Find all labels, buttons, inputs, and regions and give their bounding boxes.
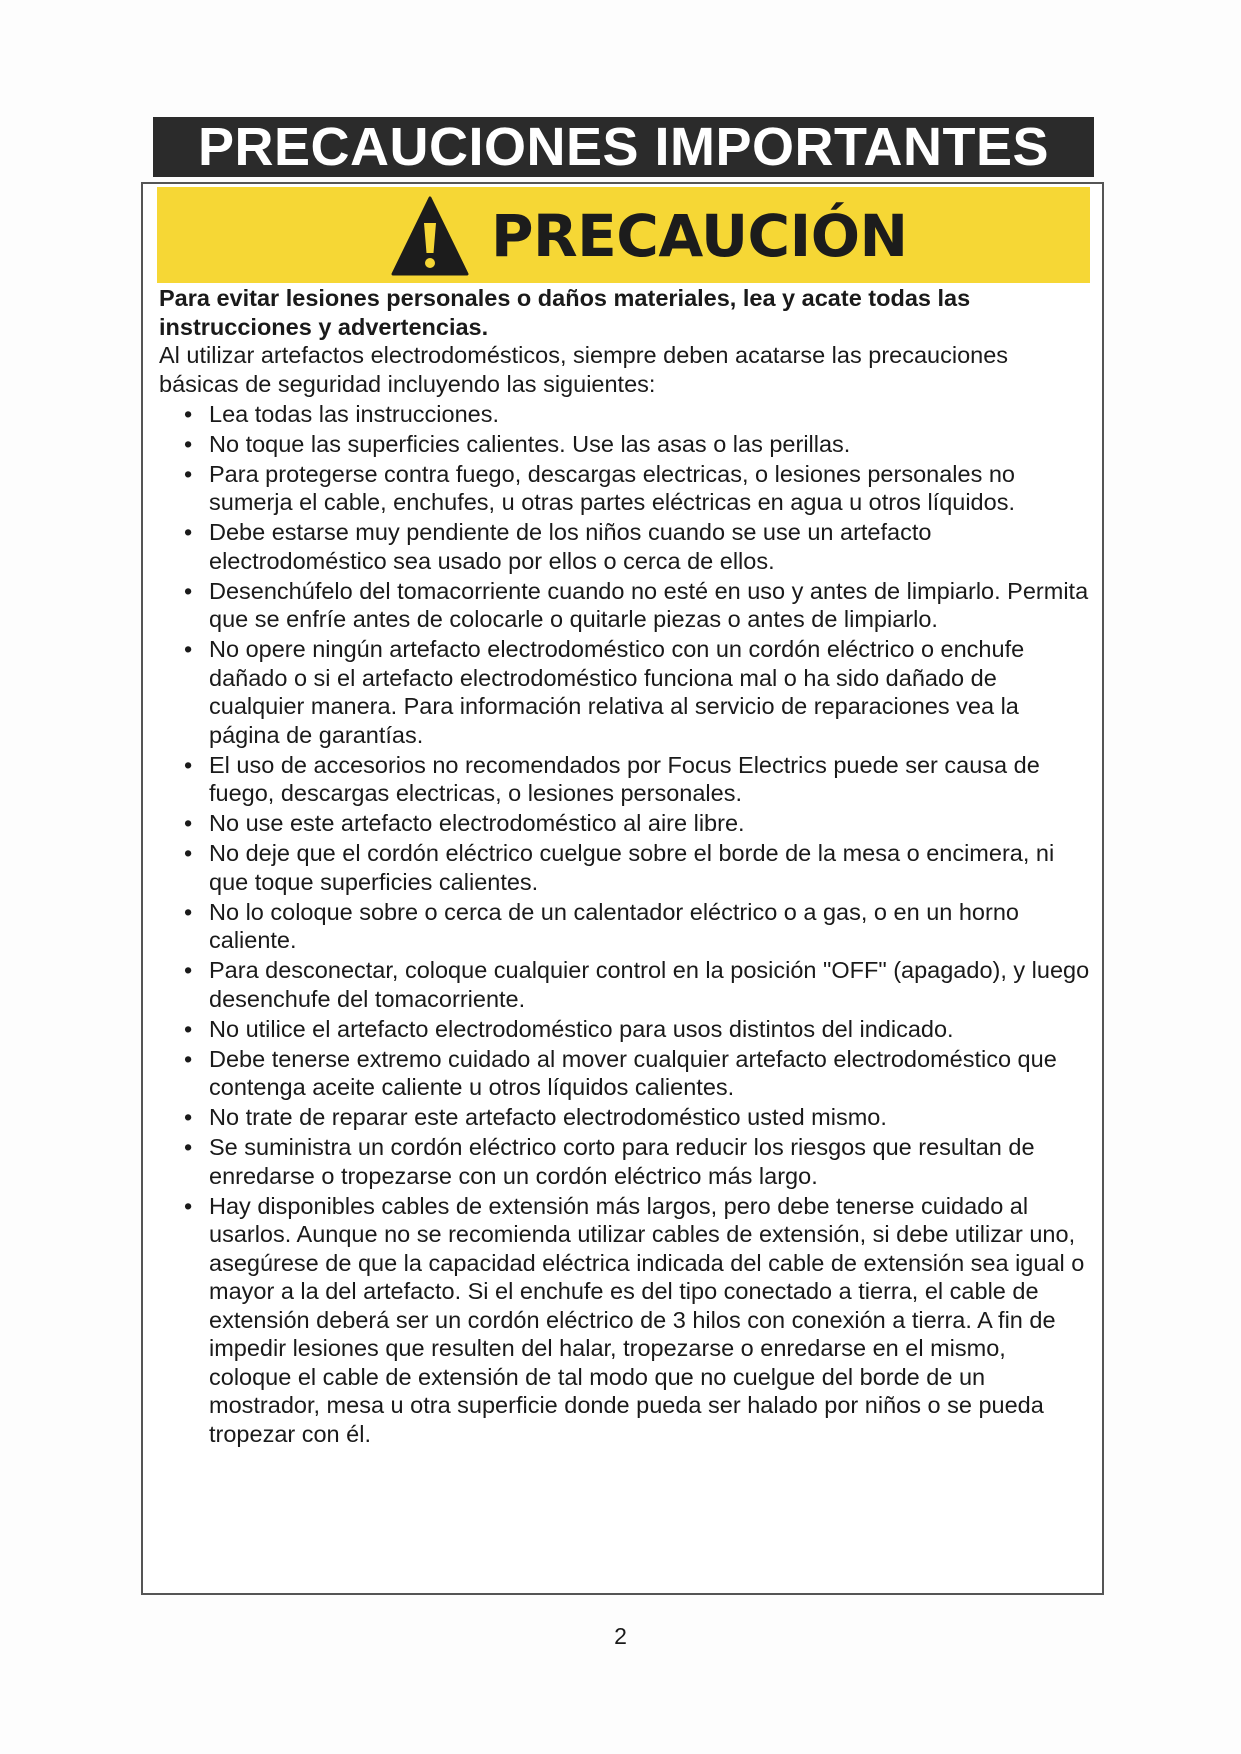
bullet-icon: • [184,1192,193,1219]
list-item: • No toque las superficies calientes. Use las asas o las perillas. [184,430,851,457]
lead-warning: Para evitar lesiones personales o daños materiales, lea y acate todas las instrucciones y advertencias. [159,285,971,340]
bullet-icon: • [184,1134,193,1160]
list-item: • No utilice el artefacto electrodoméstico para usos distintos del indicado. [184,1015,954,1042]
bullet-icon: • [184,1015,193,1042]
intro-text: Al utilizar artefactos electrodomésticos, siempre deben acatarse las precauciones básicas de seguridad incluyendo las siguientes: [159,342,1009,397]
bullet-icon: • [184,577,193,604]
list-item: • Hay disponibles cables de extensión más largos, pero debe tenerse cuidado al usarlos. Aunque no se recomienda utilizar cables de extensión, si debe utilizar uno, asegúrese de que la capacidad eléctrica indicada del cable de extensión sea igual o mayor a la del artefacto. Si el enchufe es del tipo conectado a tierra, el cable de extensión deberá ser un cordón eléctrico de 3 hilos con conexión a tierra. A fin de impedir lesiones que resulten del halar, tropezarse o enredarse en el mismo, coloque el cable de extensión de tal modo que no cuelgue del borde de un mostrador, mesa u otra superficie donde pueda ser halado por niños o se pueda tropezar con él. [184,1192,1085,1447]
caution-label: PRECAUCIÓN [491,202,908,270]
precautions-list [159,400,1094,1449]
list-item: • Para desconectar, coloque cualquier control en la posición "OFF" (apagado), y luego desenchufe del tomacorriente. [184,957,1090,1012]
precautions-box [141,182,1104,1595]
bullet-icon: • [184,636,193,662]
page-number: 2 [614,1623,627,1649]
bullet-icon: • [184,460,193,487]
caution-banner [157,187,1090,283]
list-item: • Para protegerse contra fuego, descargas electricas, o lesiones personales no sumerja el cable, enchufes, u otras partes eléctricas en agua u otros líquidos. [184,460,1015,515]
list-item: • Debe tenerse extremo cuidado al mover cualquier artefacto electrodoméstico que contenga aceite caliente u otros líquidos calientes. [184,1045,1057,1100]
bullet-icon: • [184,840,193,866]
bullet-icon: • [184,810,193,836]
warning-triangle-icon [390,195,470,277]
list-item: • Lea todas las instrucciones. [184,400,499,427]
bullet-icon: • [184,957,193,983]
bullet-icon: • [184,400,193,427]
bullet-icon: • [184,519,193,545]
list-item: • No use este artefacto electrodoméstico al aire libre. [184,810,745,836]
bullet-icon: • [184,1045,193,1072]
bullet-icon: • [184,1104,193,1130]
bullet-icon: • [184,751,193,778]
bullet-icon: • [184,430,193,457]
bullet-icon: • [184,898,193,925]
page-title: PRECAUCIONES IMPORTANTES [153,117,1094,177]
list-item: • No trate de reparar este artefacto electrodoméstico usted mismo. [184,1104,887,1130]
list-item: • Se suministra un cordón eléctrico corto para reducir los riesgos que resultan de enredarse o tropezarse con un cordón eléctrico más largo. [184,1134,1035,1189]
list-item: • Desenchúfelo del tomacorriente cuando no esté en uso y antes de limpiarlo. Permita que se enfríe antes de colocarle o quitarle piezas o antes de limpiarlo. [184,577,1089,632]
list-item: • No deje que el cordón eléctrico cuelgue sobre el borde de la mesa o encimera, ni que toque superficies calientes. [184,840,1055,895]
list-item: • No opere ningún artefacto electrodoméstico con un cordón eléctrico o enchufe dañado o si el artefacto electrodoméstico funciona mal o ha sido dañado de cualquier manera. Para información relativa al servicio de reparaciones vea la página de garantías. [184,636,1025,748]
list-item: • No lo coloque sobre o cerca de un calentador eléctrico o a gas, o en un horno caliente. [184,898,1019,953]
list-item: • El uso de accesorios no recomendados por Focus Electrics puede ser causa de fuego, descargas electricas, o lesiones personales. [184,751,1040,806]
list-item: • Debe estarse muy pendiente de los niños cuando se use un artefacto electrodoméstico sea usado por ellos o cerca de ellos. [184,519,932,574]
precautions-content [159,280,1094,1448]
